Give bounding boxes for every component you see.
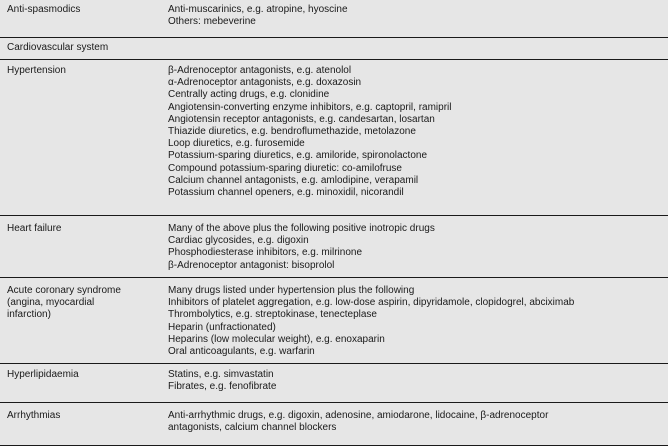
drug-line: Phosphodiesterase inhibitors, e.g. milrinone — [168, 247, 362, 259]
drugs-cell — [168, 410, 666, 434]
table-row-anti-spasmodics — [0, 0, 668, 38]
drug-line: Inhibitors of platelet aggregation, e.g. low-dose aspirin, dipyridamole, clopidogrel, abciximab — [168, 297, 575, 309]
drug-line: Thiazide diuretics, e.g. bendroflumethazide, metolazone — [168, 126, 416, 138]
drug-line: β-Adrenoceptor antagonist: bisoprolol — [168, 259, 335, 271]
drugs-cell — [168, 285, 666, 358]
table-row-hypertension — [0, 59, 668, 216]
drug-line: Many drugs listed under hypertension plus the following — [168, 285, 415, 296]
drug-line: Centrally acting drugs, e.g. clonidine — [168, 89, 330, 101]
drug-line: Anti-arrhythmic drugs, e.g. digoxin, adenosine, amiodarone, lidocaine, β-adrenoceptor — [168, 410, 549, 421]
drug-line: Angiotensin-converting enzyme inhibitors, e.g. captopril, ramipril — [168, 101, 452, 113]
category-label: Hypertension — [7, 65, 66, 76]
drug-line: Cardiac glycosides, e.g. digoxin — [168, 235, 309, 247]
drug-line: Heparins (low molecular weight), e.g. enoxaparin — [168, 333, 385, 345]
category-cell — [7, 223, 157, 235]
drug-line: Statins, e.g. simvastatin — [168, 369, 274, 380]
category-label: Acute coronary syndrome — [7, 285, 121, 296]
table-row-heart-failure — [0, 215, 668, 278]
drugs-cell — [168, 369, 666, 393]
category-cell — [7, 65, 157, 77]
drug-line: Thrombolytics, e.g. streptokinase, tenecteplase — [168, 309, 377, 321]
category-label: (angina, myocardial — [7, 297, 95, 309]
drug-line: β-Adrenoceptor antagonists, e.g. atenolol — [168, 65, 352, 76]
section-title: Cardiovascular system — [7, 42, 109, 53]
drug-line: Calcium channel antagonists, e.g. amlodipine, verapamil — [168, 174, 419, 186]
drug-line: Potassium channel openers, e.g. minoxidil, nicorandil — [168, 187, 404, 199]
drug-line: Others: mebeverine — [168, 16, 256, 28]
drug-line: antagonists, calcium channel blockers — [168, 422, 337, 434]
section-heading — [7, 42, 661, 54]
drug-line: Fibrates, e.g. fenofibrate — [168, 381, 277, 393]
section-row-cardiovascular — [0, 37, 668, 60]
drugs-cell — [168, 65, 666, 199]
drug-line: Heparin (unfractionated) — [168, 321, 276, 333]
drug-line: Loop diuretics, e.g. furosemide — [168, 138, 305, 150]
category-label: Heart failure — [7, 223, 62, 234]
category-label: Arrhythmias — [7, 410, 61, 421]
drugs-cell — [168, 223, 666, 272]
category-label: infarction) — [7, 309, 51, 321]
category-cell — [7, 4, 157, 16]
category-label: Anti-spasmodics — [7, 4, 81, 15]
category-cell — [7, 410, 157, 422]
table-row-hyperlipidaemia — [0, 363, 668, 403]
drugs-cell — [168, 4, 666, 28]
drug-line: Compound potassium-sparing diuretic: co-amilofruse — [168, 162, 402, 174]
drug-line: Angiotensin receptor antagonists, e.g. candesartan, losartan — [168, 113, 435, 125]
category-cell — [7, 285, 157, 322]
drug-line: α-Adrenoceptor antagonists, e.g. doxazosin — [168, 77, 362, 89]
category-cell — [7, 369, 157, 381]
table-row-arrhythmias — [0, 402, 668, 446]
drug-line: Potassium-sparing diuretics, e.g. amiloride, spironolactone — [168, 150, 428, 162]
table-row-acute-coronary-syndrome — [0, 277, 668, 364]
category-label: Hyperlipidaemia — [7, 369, 79, 380]
drug-line: Anti-muscarinics, e.g. atropine, hyoscine — [168, 4, 348, 15]
drug-line: Many of the above plus the following positive inotropic drugs — [168, 223, 435, 234]
drug-line: Oral anticoagulants, e.g. warfarin — [168, 346, 315, 358]
